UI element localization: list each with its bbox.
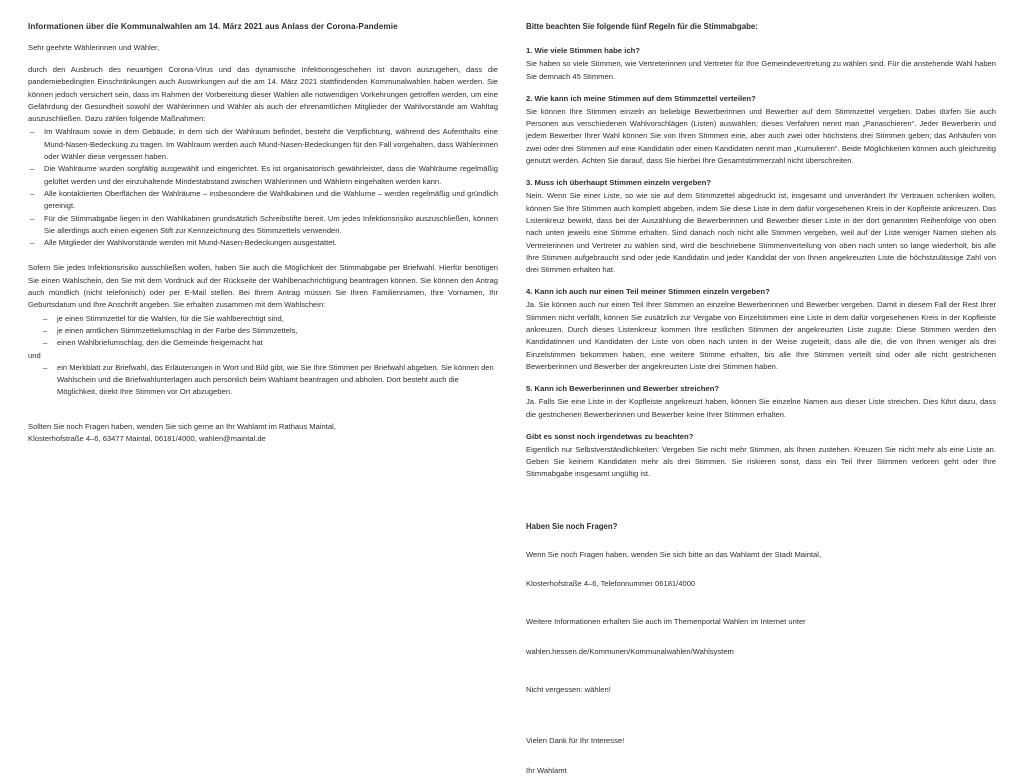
- rule-section-extra: [526, 432, 996, 481]
- spacer: [28, 399, 498, 421]
- rule-section-3: [526, 178, 996, 276]
- spacer: [526, 713, 996, 735]
- rules-intro-heading: Bitte beachten Sie folgende fünf Regeln für die Stimmabgabe:: [526, 22, 758, 31]
- closing-line-2: Klosterhofstraße 4–6, Telefonnummer 06181/4000: [526, 579, 696, 589]
- conjunction-und: und: [28, 350, 41, 360]
- rule-paragraph: Sie haben so viele Stimmen, wie Vertreterinnen und Vertreter für Ihre Gemeindevertretung zu wählen sind. Für die anstehende Wahl haben Sie demnach 45 Stimmen.: [526, 59, 996, 81]
- list-item: – einen Wahlbriefumschlag, den die Gemeinde freigemacht hat: [41, 337, 498, 349]
- right-column: [526, 22, 996, 777]
- rule-section-2: [526, 94, 996, 167]
- list-item: – Die Wahlräume wurden sorgfältig ausgewählt und eingerichtet. Es ist organisatorisch gewährleistet, dass die Wahlräume regelmäßig gelüftet werden und der einzuhaltende Mindestabstand zwischen Wählerinnen und Wählern eingehalten werden kann.: [28, 163, 498, 188]
- measures-list: [28, 126, 498, 249]
- list-item: – je einen amtlichen Stimmzettelumschlag in der Farbe des Stimmzettels,: [41, 325, 498, 337]
- closing-line-3: Weitere Informationen erhalten Sie auch im Themenportal Wahlen im Internet unter: [526, 617, 806, 627]
- closing-signature: Ihr Wahlamt: [526, 765, 567, 775]
- rule-heading: 4. Kann ich auch nur einen Teil meiner Stimmen einzeln vergeben?: [526, 287, 770, 297]
- rule-heading: 5. Kann ich Bewerberinnen und Bewerber streichen?: [526, 384, 720, 394]
- spacer: [526, 675, 996, 684]
- closing-line-5: Nicht vergessen: wählen!: [526, 685, 611, 694]
- postal-vote-paragraph: Sofern Sie jedes Infektionsrisiko ausschließen wollen, haben Sie auch die Möglichkeit der Stimmabgabe per Briefwahl. Hierfür benötigen Sie einen Wahlschein, den Sie mit dem Vordruck auf der Rückseite der Wahlbenachrichtigung beantragen können. Sie können den Antrag auch mündlich (nicht telefonisch) oder per E-Mail stellen. Bei Ihrem Antrag müssen Sie Ihren Familiennamen, Ihre Vornamen, Ihr Geburtsdatum und Ihre Anschrift angeben. Sie erhalten zusammen mit dem Wahlschein:: [28, 263, 498, 310]
- salutation: Sehr geehrte Wählerinnen und Wähler,: [28, 43, 160, 53]
- rule-paragraph: Eigentlich nur Selbstverständlichkeiten: Vergeben Sie nicht mehr Stimmen, als Ihnen zustehen. Kreuzen Sie nicht mehr als eine Liste an. Geben Sie keinem Kandidaten mehr als drei Stimmen. Sie riskieren sonst, dass ein Teil Ihrer Stimmen verloren geht oder Ihre Stimmabgabe insgesamt ungültig ist.: [526, 444, 996, 479]
- closing-heading: Haben Sie noch Fragen?: [526, 521, 618, 531]
- spacer: [526, 607, 996, 616]
- rule-paragraph: Nein. Wenn Sie einer Liste, so wie sie auf dem Stimmzettel abgedruckt ist, insgesamt und unverändert Ihr Vertrauen schenken wollen, können Sie Ihre Stimmen auch komplett abgeben, indem Sie diese Liste in dem dafür vorgesehenen Kreis in der Kopfleiste ankreuzen. Das Listenkreuz bewirkt, dass bei der Auszählung die Bewerberinnen und Bewerber dieser Liste in der dort genannten Reihenfolge von oben nach unten jeweils eine Stimme erhalten. Sind danach noch nicht alle Stimmen vergeben, weil auf der Liste weniger Namen stehen als Vertreterinnen und Vertreter zu wählen sind, wird die beschriebene Stimmenverteilung von oben nach unten so lange wiederholt, bis alle Ihre Stimmen aufgebraucht sind oder jede Kandidatin und jeder Kandidat der von Ihnen angekreuzten Liste die höchstzulässige Zahl von drei Stimmen erhalten hat.: [526, 191, 996, 275]
- intro-paragraph: durch den Ausbruch des neuartigen Corona-Virus und das dynamische Infektionsgeschehen ist davon auszugehen, dass die pandemiebedingten Einschränkungen auch Auswirkungen auf die am 14. März 2021 stattfindenden Kommunalwahlen haben werden. Sie können jedoch versichert sein, dass im Rahmen der Vorbereitung dieser Wahlen alle notwendigen Vorkehrungen getroffen werden, um eine Gefährdung der Gesundheit sowohl der Wählerinnen und Wähler als auch der ehrenamtlichen Mitglieder der Wahlvorstände am Wahltag auszuschließen. Dazu zählen folgende Maßnahmen:: [28, 64, 498, 124]
- rule-heading: Gibt es sonst noch irgendetwas zu beachten?: [526, 431, 694, 441]
- rule-paragraph: Ja. Falls Sie eine Liste in der Kopfleiste angekreuzt haben, können Sie einzelne Namen aus dieser Liste streichen. Dies führt dazu, dass die gestrichenen Bewerberinnen und Bewerber keine Ihrer Stimmen erhalten.: [526, 397, 996, 419]
- left-column: [28, 22, 498, 445]
- closing-line-4: wahlen.hessen.de/Kommunen/Kommunalwahlen/Wahlsystem: [526, 646, 734, 656]
- rule-section-4: [526, 287, 996, 373]
- rule-heading: 2. Wie kann ich meine Stimmen auf dem Stimmzettel verteilen?: [526, 93, 756, 103]
- spacer: [526, 492, 996, 522]
- rule-paragraph: Sie können Ihre Stimmen einzeln an beliebige Bewerberinnen und Bewerber auf dem Stimmzettel vergeben. Dabei dürfen Sie auch Personen aus verschiedenen Wahlvorschlägen (Listen) auswählen; dieses Verfahren nennt man „Panaschieren“. Jeder Bewerberin und jedem Bewerber Ihrer Wahl können Sie von Ihren Stimmen eine, aber auch zwei oder höchstens drei Stimmen geben; das Anhäufen von zwei oder drei Stimmen auf eine Kandidatin oder einen Kandidaten nennt man „Kumulieren“. Beide Möglichkeiten können auch gleichzeitig genutzt werden. Achten Sie darauf, dass Sie hierbei Ihre Gesamtstimmerzahl nicht überschreiten.: [526, 106, 996, 166]
- rule-heading: 1. Wie viele Stimmen habe ich?: [526, 46, 640, 56]
- list-item: – Im Wahlraum sowie in dem Gebäude, in dem sich der Wahlraum befindet, besteht die Verpflichtung, während des Aufenthalts eine Mund-Nasen-Bedeckung zu tragen. Im Wahlraum werden auch Mund-Nasen-Bedeckungen für den Fall vorgehalten, dass Wählerinnen oder Wähler diese vergessen haben.: [28, 126, 498, 163]
- postal-items-list-second: [28, 362, 498, 399]
- list-item: – ein Merkblatt zur Briefwahl, das Erläuterungen in Wort und Bild gibt, wie Sie Ihre Stimmen per Briefwahl abgeben. Sie können den Wahlschein und die Briefwahlunterlagen auch persönlich beim Wahlamt beantragen und abholen. Dort besteht auch die Möglichkeit, direkt Ihre Stimmen vor Ort abzugeben.: [41, 362, 498, 399]
- spacer: [28, 249, 498, 262]
- rule-heading: 3. Muss ich überhaupt Stimmen einzeln vergeben?: [526, 178, 711, 188]
- list-item: – je einen Stimmzettel für die Wahlen, für die Sie wahlberechtigt sind,: [41, 313, 498, 325]
- list-item: – Alle kontaktierten Oberflächen der Wahlräume – insbesondere die Wahlkabinen und die Wahlurne – werden regelmäßig und gründlich gereinigt.: [28, 188, 498, 213]
- questions-line: Sollten Sie noch Fragen haben, wenden Sie sich gerne an Ihr Wahlamt im Rathaus Maintal,: [28, 421, 336, 431]
- page-title: Informationen über die Kommunalwahlen am 14. März 2021 aus Anlass der Corona-Pandemie: [28, 22, 398, 31]
- list-item: – Alle Mitglieder der Wahlvorstände werden mit Mund-Nasen-Bedeckungen ausgestattet.: [28, 237, 498, 249]
- list-item: – Für die Stimmabgabe liegen in den Wahlkabinen grundsätzlich Schreibstifte bereit. Um jedes Infektionsrisiko auszuschließen, können Sie allerdings auch einen eigenen Stift zur Kennzeichnung des Stimmzettels verwenden.: [28, 213, 498, 238]
- closing-line-1: Wenn Sie noch Fragen haben, wenden Sie sich bitte an das Wahlamt der Stadt Maintal,: [526, 549, 822, 559]
- rule-section-5: [526, 384, 996, 421]
- closing-line-6: Vielen Dank für Ihr Interesse!: [526, 736, 625, 746]
- rule-paragraph: Ja. Sie können auch nur einen Teil Ihrer Stimmen an einzelne Bewerberinnen und Bewerber vergeben. Damit in diesem Fall der Rest Ihrer Stimmen nicht verfällt, können Sie zusätzlich zur Vergabe von Einzelstimmen eine Liste in dem dafür vorgesehenen Kreis in der Kopfleiste ankreuzen. Durch dieses Listenkreuz kommen Ihre restlichen Stimmen der angekreuzten Liste zugute: Diese Stimmen werden den Kandidatinnen und Kandidaten der Liste von oben nach unten in der Weise zugeteilt, dass alle die, die von Ihnen weniger als drei Einzelstimmen bekommen haben, eine weitere Stimme erhalten, bis alle Ihre Stimmen verteilt sind oder alle nicht gestrichenen Bewerberinnen und Bewerber der angekreuzten Liste drei Stimmen haben.: [526, 300, 996, 371]
- rule-section-1: [526, 46, 996, 83]
- contact-line: Klosterhofstraße 4–6, 63477 Maintal, 06181/4000, wahlen@maintal.de: [28, 433, 266, 443]
- postal-items-list-first: [28, 313, 498, 350]
